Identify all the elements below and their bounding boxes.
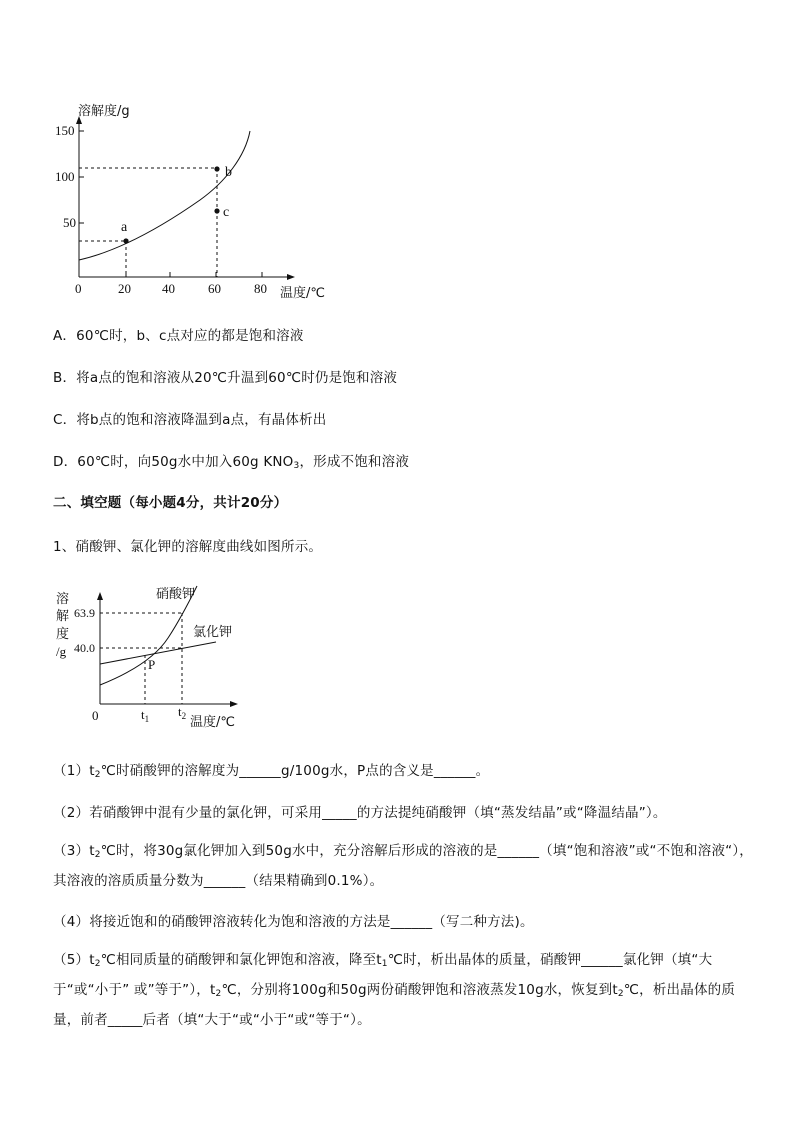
graph2-t1: $t_1$ <box>141 707 150 724</box>
option-c: C．将b点的饱和溶液降温到a点，有晶体析出 <box>53 412 327 428</box>
graph1-xlabel: 温度/℃ <box>280 286 325 301</box>
q5-text-b: ℃相同质量的硝酸钾和氯化钾饱和溶液，降至t <box>100 952 382 968</box>
option-b: B．将a点的饱和溶液从20℃升温到60℃时仍是饱和溶液 <box>53 370 398 386</box>
graph2-xlabel: 温度/℃ <box>190 715 235 730</box>
q3-text-b: ℃时，将30g氯化钾加入到50g水中，充分溶解后形成的溶液的是______（填“饱和溶液”或“不饱和溶液“），其溶液的溶质质量分数为______（结果精确到0.1%）。 <box>53 843 754 889</box>
point-c-label: c <box>223 205 230 220</box>
graph1-x-ticks <box>126 272 262 277</box>
solubility-graph-1 <box>50 95 350 310</box>
graph2-curve-kcl <box>100 642 216 664</box>
point-c-marker <box>214 208 219 213</box>
graph2-ytick-lo: 40.0 <box>74 641 95 655</box>
q5-text-a: （5）t <box>53 952 95 968</box>
graph1-x-arrow <box>287 274 295 280</box>
q5-text-e: ℃，析出晶体的质量，前者_____后者（填“大于“或“小于“或“等于“）。 <box>53 982 736 1028</box>
graph2-ylabel-2: 解 <box>56 609 70 624</box>
q5-sub-1: 2 <box>94 959 101 969</box>
q5-sub-3: 2 <box>215 989 222 999</box>
point-b-label: b <box>225 165 232 180</box>
graph2-origin: 0 <box>92 708 99 723</box>
graph2-curve2-label: 氯化钾 <box>193 625 233 640</box>
q1-sub: 2 <box>94 770 101 780</box>
q3-sub: 2 <box>94 850 101 860</box>
graph2-t2: $t_2$ <box>178 704 187 721</box>
graph2-point-p: P <box>148 657 156 672</box>
question1-intro: 1、硝酸钾、氯化钾的溶解度曲线如图所示。 <box>53 539 323 555</box>
q5-sub-4: 2 <box>617 989 624 999</box>
graph2-ylabel-1: 溶 <box>56 592 70 607</box>
q5-text-c: ℃时，析出晶体的质量，硝酸钾______氯化钾（填“大于“或“小于” 或”等于”），t <box>53 952 713 998</box>
graph2-x-arrow <box>230 701 238 707</box>
xtick-20: 20 <box>118 281 131 296</box>
q1-text-a: （1）t <box>53 763 95 779</box>
ytick-100: 100 <box>55 169 75 184</box>
point-b-marker <box>214 166 219 171</box>
question-3 <box>53 838 753 894</box>
graph2-ytick-hi: 63.9 <box>74 606 95 620</box>
question-5 <box>53 947 753 1033</box>
option-d-tail: ，形成不饱和溶液 <box>299 454 410 470</box>
q5-sub-2: 1 <box>381 959 388 969</box>
point-a-marker <box>123 238 128 243</box>
ytick-50: 50 <box>63 215 76 230</box>
graph1-guides <box>79 168 217 277</box>
graph2-ylabel-4: /g <box>56 644 67 659</box>
graph2-ylabel-3: 度 <box>56 627 70 642</box>
xtick-60: 60 <box>208 281 221 296</box>
graph2-y-arrow <box>97 592 103 600</box>
option-d-text: D．60℃时，向50g水中加入60g KNO <box>53 454 294 470</box>
xtick-40: 40 <box>162 281 175 296</box>
option-d-sub: 3 <box>293 461 300 471</box>
xtick-80: 80 <box>254 281 267 296</box>
xtick-0: 0 <box>75 281 82 296</box>
option-a: A．60℃时，b、c点对应的都是饱和溶液 <box>53 328 304 344</box>
q3-text-a: （3）t <box>53 843 95 859</box>
q5-text-d: ℃，分别将100g和50g两份硝酸钾饱和溶液蒸发10g水，恢复到t <box>221 982 618 998</box>
graph1-ylabel: 溶解度/g <box>78 104 130 119</box>
question-2: （2）若硝酸钾中混有少量的氯化钾，可采用_____的方法提纯硝酸钾（填“蒸发结晶”或“降温结晶”）。 <box>53 805 667 821</box>
option-d <box>53 450 409 471</box>
solubility-graph-2 <box>50 578 270 730</box>
graph2-curve1-label: 硝酸钾 <box>156 587 196 602</box>
graph1-y-ticks <box>79 131 84 223</box>
graph2-guides <box>100 613 182 704</box>
q1-text-b: ℃时硝酸钾的溶解度为______g/100g水，P点的含义是______。 <box>100 763 490 779</box>
question-1 <box>53 759 489 780</box>
ytick-150: 150 <box>55 123 75 138</box>
point-a-label: a <box>121 220 128 235</box>
section-heading: 二、填空题（每小题4分，共计20分） <box>53 495 288 511</box>
question-4: （4）将接近饱和的硝酸钾溶液转化为饱和溶液的方法是______（写二种方法)。 <box>53 914 534 930</box>
